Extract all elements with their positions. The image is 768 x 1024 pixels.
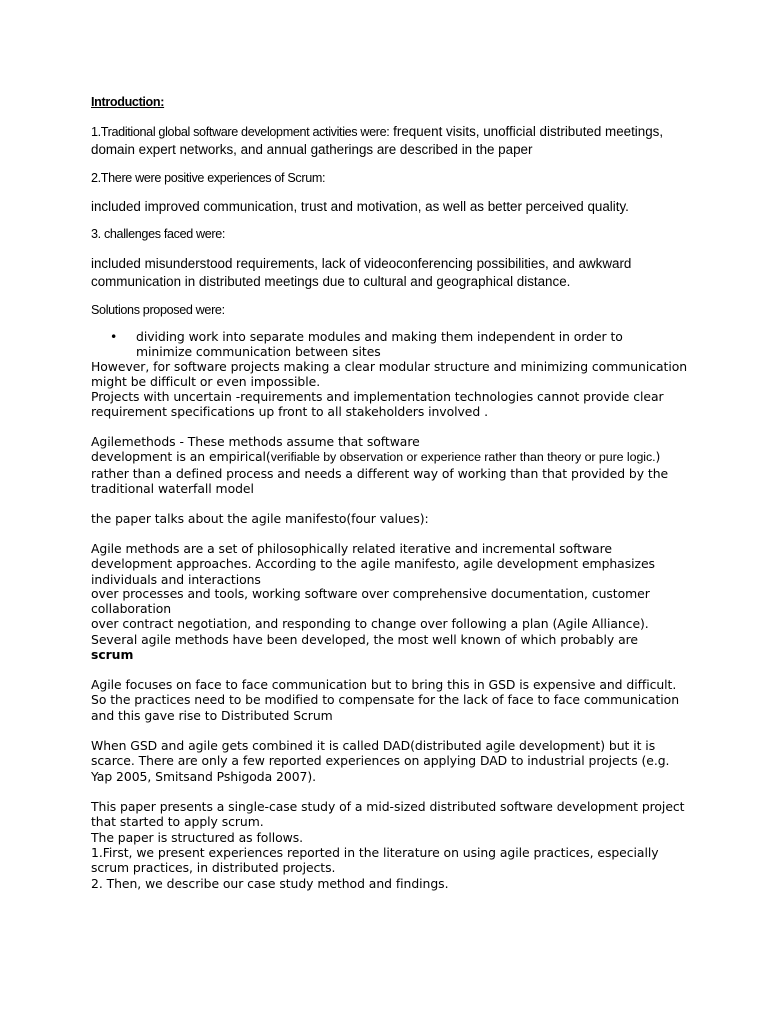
list-item-text: dividing work into separate modules and making them independent in order to minimize communication between sites	[136, 329, 623, 360]
paragraph-solutions: Solutions proposed were:	[91, 303, 225, 317]
introduction-heading: Introduction:	[91, 95, 165, 109]
paragraph-traditional-activities	[91, 123, 691, 159]
paragraph-first-step: 1.First, we present experiences reported in the literature on using agile practices, especially scrum practices, in distributed projects.	[91, 845, 659, 876]
paragraph-positive-experiences: 2.There were positive experiences of Scrum:	[91, 171, 326, 185]
bullet-icon: •	[110, 329, 118, 344]
agile-methods-line-1: Agilemethods - These methods assume that software	[91, 434, 420, 449]
paragraph-modular-structure: However, for software projects making a clear modular structure and minimizing communication might be difficult or even impossible.	[91, 359, 688, 390]
paragraph-face-to-face: Agile focuses on face to face communication but to bring this in GSD is expensive and difficult. So the practices need to be modified to compensate for the lack of face to face communication and this gave rise to Distributed Scrum	[91, 677, 680, 723]
paragraph-agile-manifesto: the paper talks about the agile manifesto(four values):	[91, 511, 429, 526]
paragraph-several-methods	[91, 632, 691, 663]
paragraph-uncertain-requirements: Projects with uncertain -requirements and implementation technologies cannot provide clear requirement specifications up front to all stakeholders involved .	[91, 389, 664, 420]
paragraph-traditional-activities-lead: 1.Traditional global software development activities were:	[91, 125, 390, 139]
agile-methods-empirical: development is an empirical(	[91, 449, 271, 465]
scrum-term: scrum	[91, 647, 134, 663]
paragraph-agile-definition: Agile methods are a set of philosophically related iterative and incremental software development approaches. According to the agile manifesto, agile development emphasizes individuals and interactions	[91, 541, 655, 587]
paragraph-agile-methods-intro	[91, 434, 691, 496]
paragraph-improved-communication: included improved communication, trust and motivation, as well as better perceived quality.	[91, 199, 629, 214]
paragraph-challenges: 3. challenges faced were:	[91, 227, 226, 241]
paragraph-contract-negotiation: over contract negotiation, and responding to change over following a plan (Agile Alliance).	[91, 616, 649, 631]
paragraph-dad: When GSD and agile gets combined it is called DAD(distributed agile development) but it is scarce. There are only a few reported experiences on applying DAD to industrial projects (e.g. Yap 2005, Smitsand Pshigoda 2007).	[91, 738, 670, 784]
several-methods-text: Several agile methods have been developed, the most well known of which probably are	[91, 632, 638, 647]
paragraph-case-study: This paper presents a single-case study of a mid-sized distributed software development project that started to apply scrum.	[91, 799, 685, 830]
paragraph-second-step: 2. Then, we describe our case study method and findings.	[91, 876, 449, 891]
paragraph-traditional-activities-rest: frequent visits, unofficial distributed meetings, domain expert networks, and annual gatherings are described in the paper	[91, 124, 664, 157]
paragraph-structure: The paper is structured as follows.	[91, 830, 304, 845]
agile-methods-definition: verifiable by observation or experience rather than theory or pure logic.	[270, 450, 656, 465]
agile-methods-continuation: ) rather than a defined process and needs a different way of working than that provided by the traditional waterfall model	[91, 449, 669, 496]
paragraph-misunderstood-requirements: included misunderstood requirements, lack of videoconferencing possibilities, and awkward communication in distributed meetings due to cultural and geographical distance.	[91, 256, 632, 289]
paragraph-processes-tools: over processes and tools, working software over comprehensive documentation, customer collaboration	[91, 586, 650, 617]
